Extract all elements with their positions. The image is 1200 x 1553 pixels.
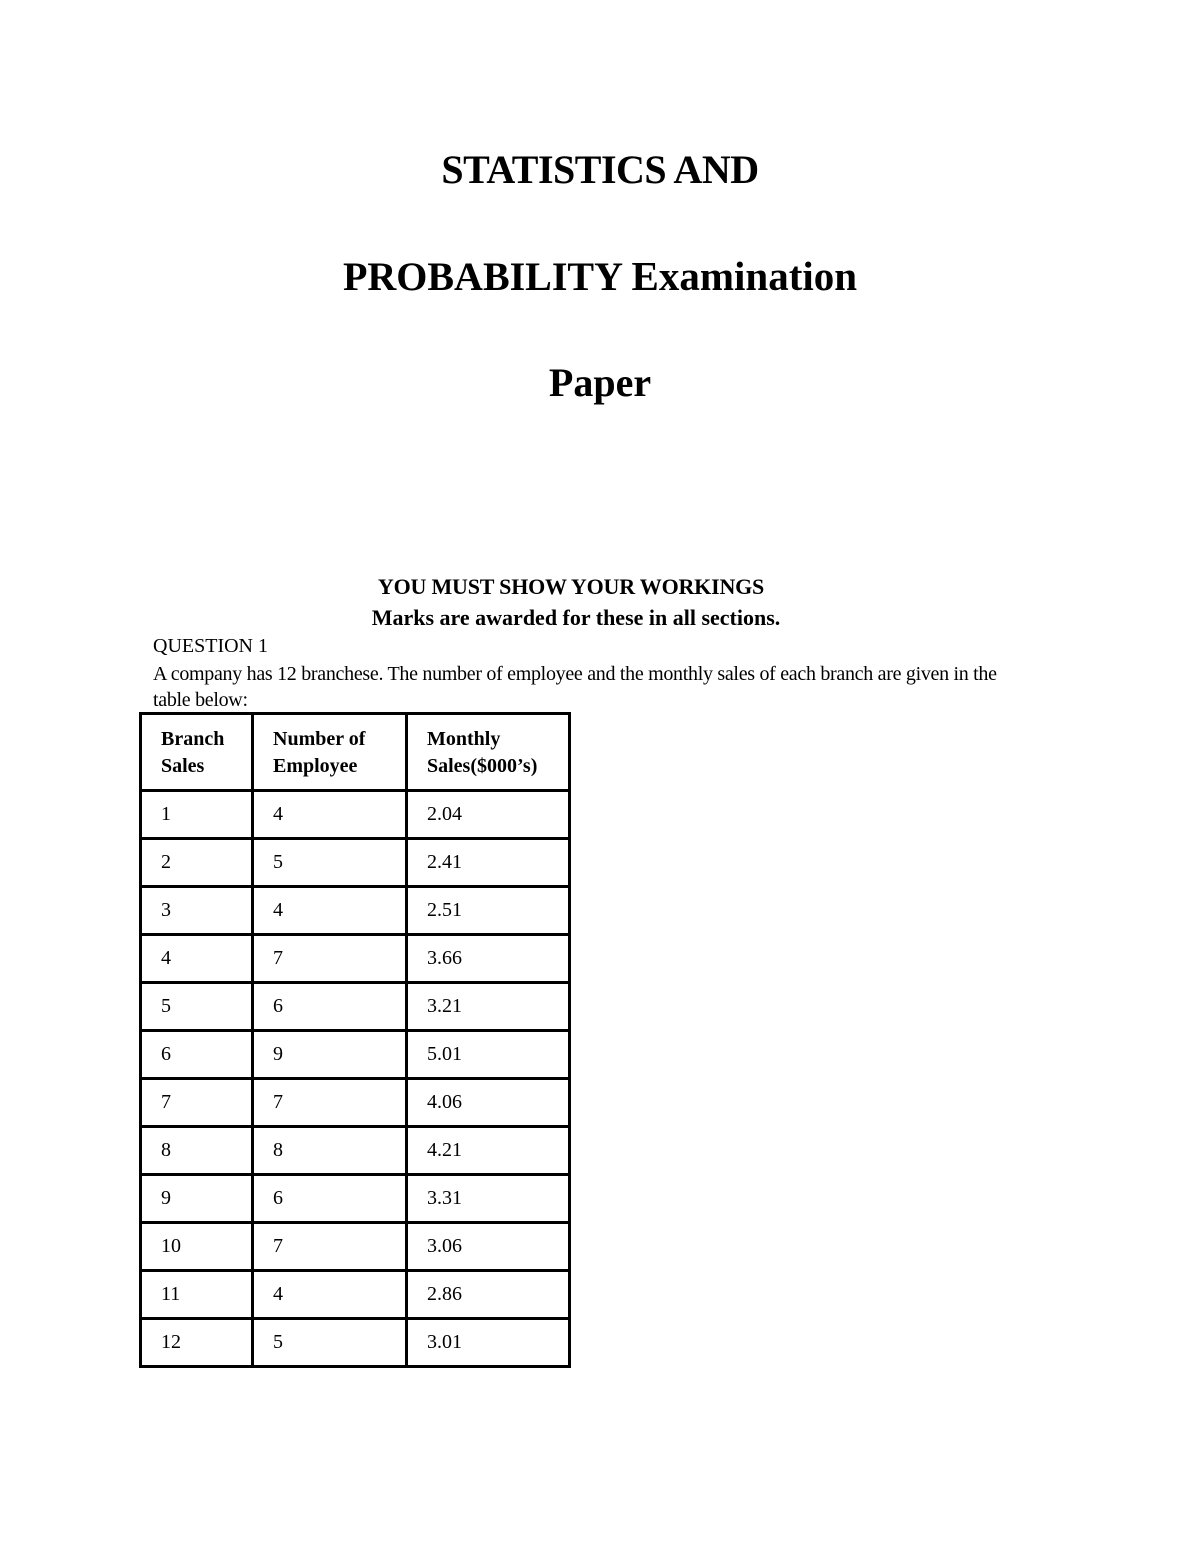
cell-branch: 4 [141, 935, 253, 983]
table-row [141, 1079, 570, 1127]
cell-sales: 3.21 [407, 983, 570, 1031]
cell-sales: 2.41 [407, 839, 570, 887]
cell-branch: 8 [141, 1127, 253, 1175]
cell-branch: 7 [141, 1079, 253, 1127]
table-header-row [141, 714, 570, 791]
header-text: Employee [273, 755, 358, 777]
branch-data-table [139, 712, 571, 1368]
table-row [141, 983, 570, 1031]
header-text: Sales($000’s) [427, 755, 538, 777]
header-text: Number of [273, 728, 366, 750]
cell-branch: 11 [141, 1271, 253, 1319]
cell-branch: 6 [141, 1031, 253, 1079]
cell-branch: 5 [141, 983, 253, 1031]
cell-sales: 2.86 [407, 1271, 570, 1319]
question-text: A company has 12 branchese. The number of employee and the monthly sales of each branch are given in the table below: [153, 663, 997, 711]
table-row [141, 1127, 570, 1175]
cell-branch: 2 [141, 839, 253, 887]
title-word-examination: Examination [631, 253, 858, 299]
table-row [141, 1271, 570, 1319]
table-row [141, 1223, 570, 1271]
cell-employee: 5 [253, 839, 407, 887]
cell-employee: 4 [253, 887, 407, 935]
header-number-of-employee [253, 714, 407, 791]
instruction-workings: YOU MUST SHOW YOUR WORKINGS [377, 574, 765, 599]
cell-branch: 3 [141, 887, 253, 935]
title-word-probability: PROBABILITY [342, 254, 622, 299]
cell-employee: 6 [253, 983, 407, 1031]
cell-employee: 7 [253, 1079, 407, 1127]
cell-sales: 3.31 [407, 1175, 570, 1223]
header-text: Sales [161, 755, 205, 777]
header-monthly-sales [407, 714, 570, 791]
cell-employee: 6 [253, 1175, 407, 1223]
question-heading: QUESTION 1 [153, 635, 268, 657]
cell-employee: 5 [253, 1319, 407, 1367]
cell-sales: 4.06 [407, 1079, 570, 1127]
table-row [141, 839, 570, 887]
cell-sales: 4.21 [407, 1127, 570, 1175]
cell-sales: 3.01 [407, 1319, 570, 1367]
instruction-marks: Marks are awarded for these in all sections. [371, 605, 781, 630]
cell-employee: 8 [253, 1127, 407, 1175]
cell-sales: 5.01 [407, 1031, 570, 1079]
table-row [141, 1175, 570, 1223]
cell-sales: 3.66 [407, 935, 570, 983]
cell-sales: 2.51 [407, 887, 570, 935]
cell-employee: 7 [253, 935, 407, 983]
cell-branch: 12 [141, 1319, 253, 1367]
cell-branch: 9 [141, 1175, 253, 1223]
table-row [141, 935, 570, 983]
cell-branch: 10 [141, 1223, 253, 1271]
title-line-1: STATISTICS AND [441, 147, 759, 192]
cell-employee: 4 [253, 791, 407, 839]
header-text: Branch [161, 728, 225, 750]
table-row [141, 1031, 570, 1079]
table-row [141, 791, 570, 839]
table-row [141, 887, 570, 935]
cell-employee: 7 [253, 1223, 407, 1271]
title-line-2 [0, 253, 1200, 299]
header-text: Monthly [427, 728, 501, 750]
cell-employee: 4 [253, 1271, 407, 1319]
cell-sales: 2.04 [407, 791, 570, 839]
table-row [141, 1319, 570, 1367]
header-branch-sales [141, 714, 253, 791]
cell-sales: 3.06 [407, 1223, 570, 1271]
cell-employee: 9 [253, 1031, 407, 1079]
title-line-3: Paper [548, 360, 652, 405]
cell-branch: 1 [141, 791, 253, 839]
